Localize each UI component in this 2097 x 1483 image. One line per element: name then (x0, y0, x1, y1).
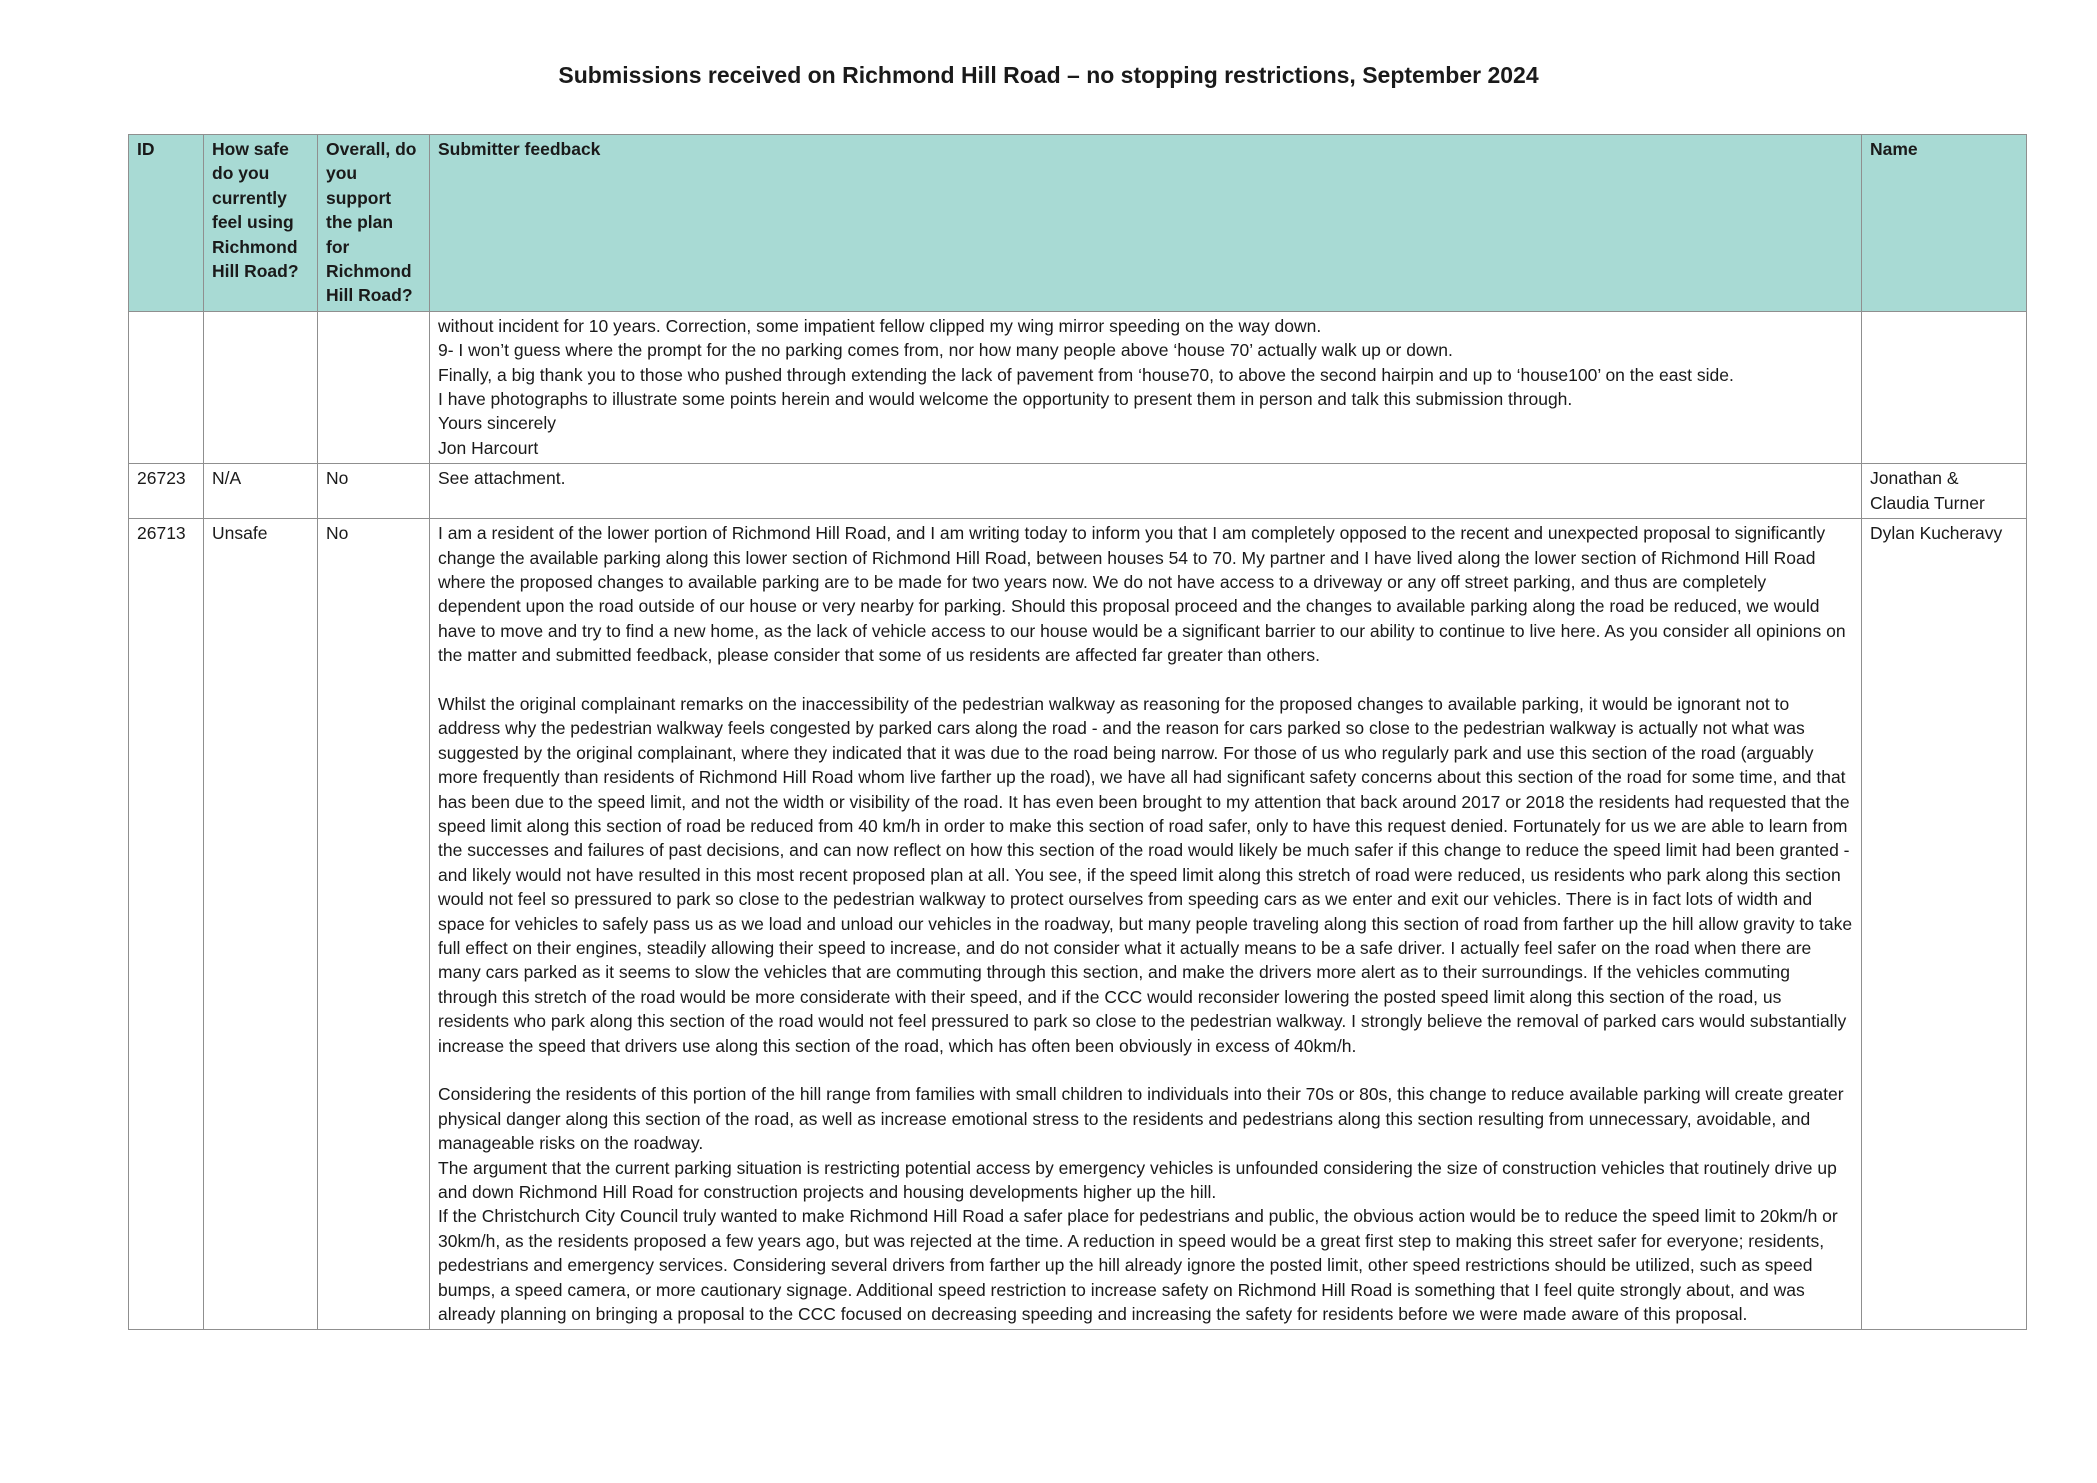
submissions-table (128, 134, 2027, 1330)
header-name: Name (1862, 135, 2027, 312)
cell-name (1862, 311, 2027, 463)
feedback-line: Jon Harcourt (438, 437, 539, 458)
table-row (129, 311, 2027, 463)
cell-support: No (318, 464, 430, 519)
cell-feedback (430, 311, 1862, 463)
table-row (129, 519, 2027, 1330)
cell-safety (204, 311, 318, 463)
feedback-paragraph: I am a resident of the lower portion of Richmond Hill Road, and I am writing today to inform you that I am completely opposed to the recent and unexpected proposal to significantly change the available parking along this lower section of Richmond Hill Road, between houses 54 to 70. My partner and I have lived along the lower section of Richmond Hill Road where the proposed changes to available parking are to be made for two years now. We do not have access to a driveway or any off street parking, and thus are completely dependent upon the road outside of our house or very nearby for parking. Should this proposal proceed and the changes to available parking along the road be reduced, we would have to move and try to find a new home, as the lack of vehicle access to our house would be a significant barrier to our ability to continue to live here. As you consider all opinions on the matter and submitted feedback, please consider that some of us residents are affected far greater than others. (438, 523, 1846, 666)
page-title: Submissions received on Richmond Hill Road – no stopping restrictions, September 2024 (558, 62, 1539, 88)
feedback-paragraph: Whilst the original complainant remarks on the inaccessibility of the pedestrian walkway as reasoning for the proposed changes to available parking, it would be ignorant not to address why the pedestrian walkway feels congested by parked cars along the road - and the reason for cars parked so close to the pedestrian walkway is actually not what was suggested by the original complainant, where they indicated that it was due to the road being narrow. For those of us who regularly park and use this section of the road (arguably more frequently than residents of Richmond Hill Road whom live farther up the road), we have all had significant safety concerns about this section of the road for some time, and that has been due to the speed limit, and not the width or visibility of the road. It has even been brought to my attention that back around 2017 or 2018 the residents had requested that the speed limit along this section of road be reduced from 40 km/h in order to make this section of road safer, only to have this request denied. Fortunately for us we are able to learn from the successes and failures of past decisions, and can now reflect on how this section of the road would likely be much safer if this change to reduce the speed limit had been granted - and likely would not have resulted in this most recent proposed plan at all. You see, if the speed limit along this stretch of road were reduced, us residents who park along this section would not feel so pressured to park so close to the pedestrian walkway to protect ourselves from speeding cars as we enter and exit our vehicles. There is in fact lots of width and space for vehicles to safely pass us as we load and unload our vehicles in the roadway, but many people traveling along this section of road from farther up the hill allow gravity to take full effect on their engines, steadily allowing their speed to increase, and do not consider what it actually means to be a safe driver. I actually feel safer on the road when there are many cars parked as it seems to slow the vehicles that are commuting through this section, and make the drivers more alert as to their surroundings. If the vehicles commuting through this stretch of the road would be more considerate with their speed, and if the CCC would reconsider lowering the posted speed limit along this section of the road, us residents who park along this section of the road would not feel pressured to park so close to the pedestrian walkway. I strongly believe the removal of parked cars would substantially increase the speed that drivers use along this section of the road, which has often been obviously in excess of 40km/h. (438, 693, 1853, 1056)
feedback-line: See attachment. (438, 468, 566, 489)
feedback-line: 9- I won’t guess where the prompt for the no parking comes from, nor how many people above ‘house 70’ actually walk up or down. (438, 340, 1453, 361)
cell-name: Dylan Kucheravy (1862, 519, 2027, 1330)
cell-safety: N/A (204, 464, 318, 519)
header-id: ID (129, 135, 204, 312)
feedback-line: without incident for 10 years. Correction, some impatient fellow clipped my wing mirror speeding on the way down. (438, 315, 1322, 336)
feedback-line: Finally, a big thank you to those who pushed through extending the lack of pavement from ‘house70, to above the second hairpin and up to ‘house100’ on the east side. (438, 364, 1734, 385)
feedback-paragraph: The argument that the current parking situation is restricting potential access by emergency vehicles is unfounded considering the size of construction vehicles that routinely drive up and down Richmond Hill Road for construction projects and housing developments higher up the hill. (438, 1157, 1837, 1203)
cell-name: Jonathan & Claudia Turner (1862, 464, 2027, 519)
cell-id: 26713 (129, 519, 204, 1330)
table-header-row (129, 135, 2027, 312)
cell-id: 26723 (129, 464, 204, 519)
cell-support: No (318, 519, 430, 1330)
feedback-paragraph: If the Christchurch City Council truly wanted to make Richmond Hill Road a safer place for pedestrians and public, the obvious action would be to reduce the speed limit to 20km/h or 30km/h, as the residents proposed a few years ago, but was rejected at the time. A reduction in speed would be a great first step to making this street safer for everyone; residents, pedestrians and emergency services. Considering several drivers from farther up the hill already ignore the posted limit, other speed restrictions should be utilized, such as speed bumps, a speed camera, or more cautionary signage. Additional speed restriction to increase safety on Richmond Hill Road is something that I feel quite strongly about, and was already planning on bringing a proposal to the CCC focused on decreasing speeding and increasing the safety for residents before we were made aware of this proposal. (438, 1206, 1838, 1325)
feedback-line: Yours sincerely (438, 413, 557, 434)
feedback-paragraph: Considering the residents of this portion of the hill range from families with small children to individuals into their 70s or 80s, this change to reduce available parking will create greater physical danger along this section of the road, as well as increase emotional stress to the residents and pedestrians along this section resulting from unnecessary, avoidable, and manageable risks on the roadway. (438, 1084, 1844, 1154)
header-support: Overall, do you support the plan for Richmond Hill Road? (318, 135, 430, 312)
cell-id (129, 311, 204, 463)
cell-feedback (430, 464, 1862, 519)
feedback-line: I have photographs to illustrate some points herein and would welcome the opportunity to present them in person and talk this submission through. (438, 389, 1573, 410)
header-feedback: Submitter feedback (430, 135, 1862, 312)
cell-safety: Unsafe (204, 519, 318, 1330)
cell-feedback (430, 519, 1862, 1330)
header-safety: How safe do you currently feel using Richmond Hill Road? (204, 135, 318, 312)
table-row (129, 464, 2027, 519)
cell-support (318, 311, 430, 463)
